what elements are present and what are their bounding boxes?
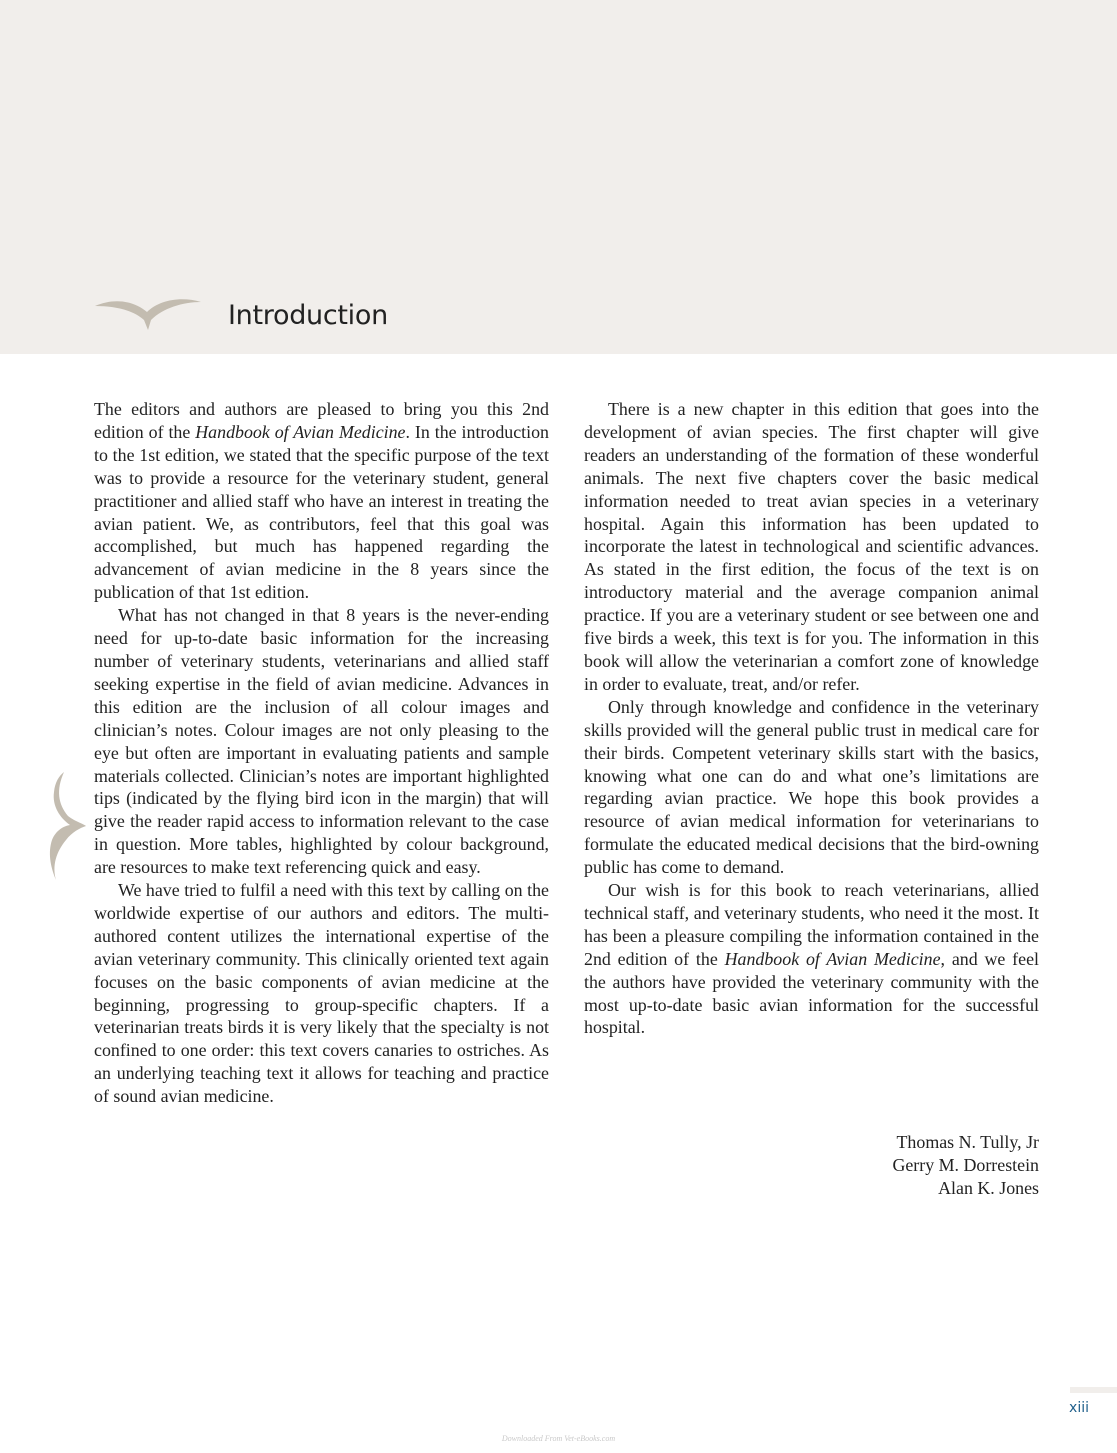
book-title: Handbook of Avian Medicine xyxy=(195,421,406,442)
flying-bird-margin-icon xyxy=(46,770,88,882)
signatures xyxy=(584,1131,1039,1200)
paragraph: The editors and authors are pleased to bring you this 2nd edition of the Handbook of Avian Medicine. In the introduction to the 1st edition, we stated that the specific purpose of the text was to provide a resource for the veterinary student, general practitioner and allied staff who have an interest in treating the avian patient. We, as contributors, feel that this goal was accomplished, but much has happened regarding the advancement of avian medicine in the 8 years since the publication of that 1st edition. xyxy=(94,399,549,603)
page-title: Introduction xyxy=(228,300,388,331)
paragraph: What has not changed in that 8 years is the never-ending need for up-to-date basic information for the increasing number of veterinary students, veterinarians and allied staff seeking expertise in the field of avian medicine. Advances in this edition are the inclusion of all colour images and clinician’s notes. Colour images are not only pleasing to the eye but often are important in evaluating patients and sample materials collected. Clinician’s notes are important highlighted tips (indicated by the flying bird icon in the margin) that will give the reader rapid access to information relevant to the case in question. More tables, highlighted by colour background, are resources to make text referencing quick and easy. xyxy=(94,605,549,878)
paragraph: There is a new chapter in this edition that goes into the development of avian species. The first chapter will give readers an understanding of the formation of these wonderful animals. The next five chapters cover the basic medical information needed to treat avian species in a veterinary hospital. Again this information has been updated to incorporate the latest in technological and scientific advances. As stated in the first edition, the focus of the text is on introductory material and the average companion animal practice. If you are a veterinary student or see between one and five birds a week, this text is for you. The information in this book will allow the veterinarian a comfort zone of knowledge in order to evaluate, treat, and/or refer. xyxy=(584,399,1039,694)
paragraph: We have tried to fulfil a need with this text by calling on the worldwide expertise of our authors and editors. The multi-authored content utilizes the international expertise of the avian veterinary community. This clinically oriented text again focuses on the basic components of avian medicine at the beginning, progressing to group-specific chapters. If a veterinarian treats birds it is very likely that the specialty is not confined to one order: this text covers canaries to ostriches. As an underlying teaching text it allows for teaching and practice of sound avian medicine. xyxy=(94,880,549,1107)
signature-name: Alan K. Jones xyxy=(938,1177,1039,1198)
signature-name: Thomas N. Tully, Jr xyxy=(896,1132,1039,1152)
book-title: Handbook of Avian Medicine xyxy=(724,948,941,969)
page-tab xyxy=(1070,1387,1117,1393)
right-column xyxy=(584,398,1039,1039)
paragraph: Only through knowledge and confidence in the veterinary skills provided will the general public trust in medical care for their birds. Competent veterinary skills start with the basics, knowing what one can do and what one’s limitations are regarding avian practice. We hope this book provides a resource of avian medical information for veterinarians to formulate the educated medical decisions that the bird-owning public has come to demand. xyxy=(584,696,1039,878)
left-column xyxy=(94,398,549,1108)
paragraph: Our wish is for this book to reach veterinarians, allied technical staff, and veterinary students, who need it the most. It has been a pleasure compiling the information contained in the 2nd edition of the Handbook of Avian Medicine, and we feel the authors have provided the veterinary community with the most up-to-date basic avian information for the successful hospital. xyxy=(584,880,1039,1038)
flying-bird-icon xyxy=(93,294,203,334)
page-number: xiii xyxy=(1069,1400,1089,1416)
watermark: Downloaded From Vet-eBooks.com xyxy=(501,1434,616,1443)
signature-name: Gerry M. Dorrestein xyxy=(892,1154,1039,1175)
